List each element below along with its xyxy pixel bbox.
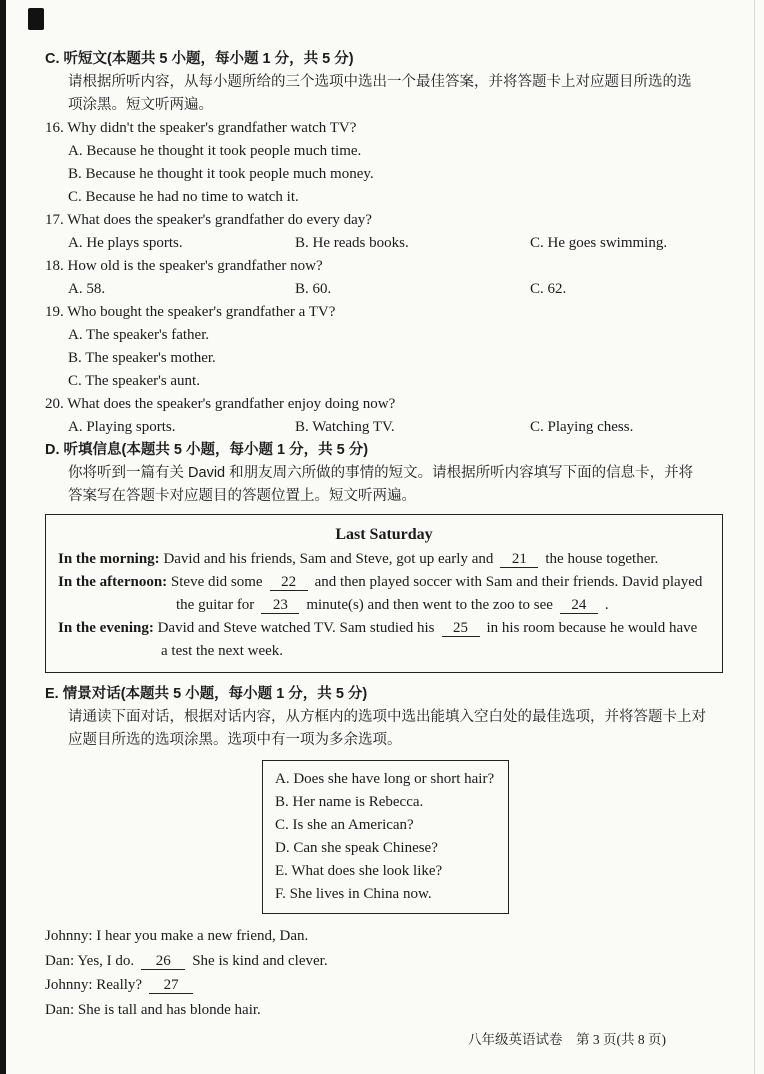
card-morning-text-pre: David and his friends, Sam and Steve, got up early and [163,551,494,567]
info-card-box [45,514,723,673]
question-20-option-c: C. Playing chess. [530,419,634,435]
question-19-option-c: C. The speaker's aunt. [68,373,200,389]
question-17-option-c: C. He goes swimming. [530,235,668,251]
question-20-option-b: B. Watching TV. [295,419,395,435]
box-option-b: B. Her name is Rebecca. [275,794,424,810]
card-evening-text-post: in his room because he would have [486,620,698,636]
section-e-heading: E. 情景对话(本题共 5 小题，每小题 1 分，共 5 分) [45,686,368,702]
section-c-instruction-line-2: 项涂黑。短文听两遍。 [68,97,213,113]
question-17-option-a: A. He plays sports. [68,235,183,251]
question-18-options [68,278,723,301]
page-footer: 八年级英语试卷 第 3 页(共 8 页) [468,1032,666,1047]
question-16-option-c: C. Because he had no time to watch it. [68,189,299,205]
blank-25: 25 [442,620,480,637]
section-c-instruction-line-1: 请根据所听内容，从每小题所给的三个选项中选出一个最佳答案，并将答题卡上对应题目所选的选 [68,74,692,90]
scan-ink-blob [28,8,44,30]
question-18-option-b: B. 60. [295,281,332,297]
card-afternoon-label: In the afternoon: [58,574,168,590]
card-afternoon-text-post: and then played soccer with Sam and their friends. David played [314,574,703,590]
card-evening-text-pre: David and Steve watched TV. Sam studied his [157,620,435,636]
question-18-option-c: C. 62. [530,281,567,297]
dialogue-line-3-pre: Johnny: Really? [45,977,143,993]
scan-right-line [754,0,755,1074]
card-evening-line-1 [58,617,710,640]
question-17-option-b: B. He reads books. [295,235,409,251]
dialogue-line-2-pre: Dan: Yes, I do. [45,952,135,969]
box-option-c: C. Is she an American? [275,817,414,833]
blank-22: 22 [270,574,308,591]
question-16-option-b: B. Because he thought it took people much money. [68,166,374,182]
blank-23: 23 [261,597,299,614]
card-afternoon-line2-mid: minute(s) and then went to the zoo to see [306,597,553,613]
dialogue [45,924,723,1022]
page-content [45,48,723,1022]
blank-21: 21 [500,551,538,568]
card-morning-text-post: the house together. [545,551,659,567]
card-afternoon-line-2 [58,594,710,617]
question-19-stem: 19. Who bought the speaker's grandfather a TV? [45,304,336,320]
blank-26: 26 [141,953,185,970]
dialogue-line-2 [45,949,723,974]
blank-27: 27 [149,977,193,994]
card-afternoon-line2-pre: the guitar for [176,597,255,613]
box-option-a: A. Does she have long or short hair? [275,771,495,787]
card-evening-label: In the evening: [58,620,154,636]
question-18-stem: 18. How old is the speaker's grandfather now? [45,258,323,274]
question-19-option-a: A. The speaker's father. [68,327,210,343]
info-card-title: Last Saturday [335,526,433,543]
question-19-option-b: B. The speaker's mother. [68,350,216,366]
card-afternoon-line2-post: . [604,597,609,613]
dialogue-options-box [262,760,509,914]
card-afternoon-line-1 [58,571,710,594]
section-c-heading: C. 听短文(本题共 5 小题，每小题 1 分，共 5 分) [45,51,354,67]
section-d-heading: D. 听填信息(本题共 5 小题，每小题 1 分，共 5 分) [45,442,369,458]
question-16-option-a: A. Because he thought it took people much time. [68,143,362,159]
box-option-f: F. She lives in China now. [275,886,432,902]
section-d-instruction-line-1: 你将听到一篇有关 David 和朋友周六所做的事情的短文。请根据所听内容填写下面的信息卡，并将 [68,465,694,481]
question-20-stem: 20. What does the speaker's grandfather enjoy doing now? [45,396,396,412]
question-20-options [68,416,723,439]
box-option-e: E. What does she look like? [275,863,443,879]
question-17-stem: 17. What does the speaker's grandfather do every day? [45,212,372,228]
dialogue-line-2-post: She is kind and clever. [192,952,328,969]
question-18-option-a: A. 58. [68,281,106,297]
question-17-options [68,232,723,255]
section-e-instruction-line-2: 应题目所选的选项涂黑。选项中有一项为多余选项。 [68,732,402,748]
blank-24: 24 [560,597,598,614]
question-20-option-a: A. Playing sports. [68,419,176,435]
question-16-stem: 16. Why didn't the speaker's grandfather watch TV? [45,120,357,136]
dialogue-line-1: Johnny: I hear you make a new friend, Dan. [45,928,309,944]
card-morning-line [58,548,710,571]
section-e-instruction-line-1: 请通读下面对话，根据对话内容，从方框内的选项中选出能填入空白处的最佳选项，并将答题卡上对 [68,709,706,725]
section-d-instruction-line-2: 答案写在答题卡对应题目的答题位置上。短文听两遍。 [68,488,416,504]
card-evening-line-2: a test the next week. [161,643,284,659]
card-morning-label: In the morning: [58,551,160,567]
card-afternoon-text-pre: Steve did some [170,574,263,590]
dialogue-line-3 [45,973,723,998]
box-option-d: D. Can she speak Chinese? [275,840,438,856]
scan-edge-bar [0,0,6,1074]
dialogue-line-4: Dan: She is tall and has blonde hair. [45,1001,261,1018]
